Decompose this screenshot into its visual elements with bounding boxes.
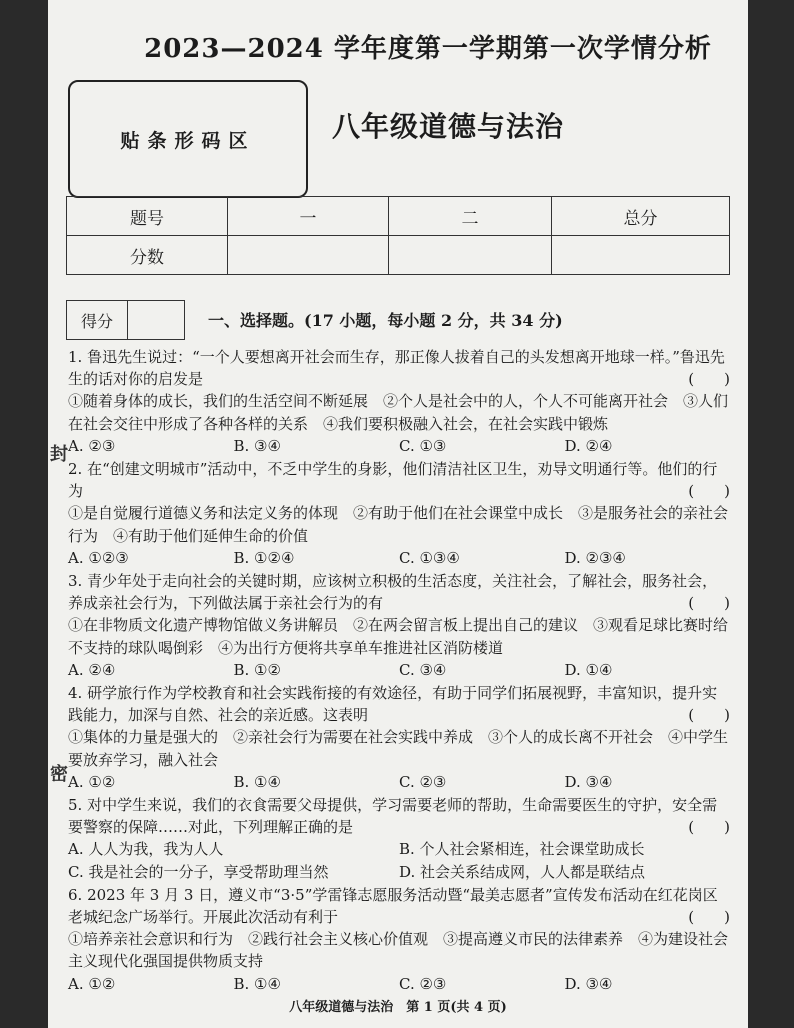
- option-row: [68, 547, 730, 569]
- option-b[interactable]: B. 个人社会紧相连，社会课堂助成长: [399, 840, 645, 859]
- section-heading: 一、选择题。(17 小题，每小题 2 分，共 34 分): [208, 311, 563, 330]
- option-row: [68, 659, 730, 681]
- score-label-cell: 分数: [67, 236, 228, 275]
- question-item: [68, 884, 730, 995]
- header-cell: 二: [389, 197, 552, 236]
- score-input-cell[interactable]: [552, 236, 730, 275]
- option-b[interactable]: B. ③④: [233, 436, 281, 455]
- answer-paren[interactable]: ( ): [688, 818, 730, 837]
- header-cell: 一: [228, 197, 389, 236]
- option-d[interactable]: D. 社会关系结成网，人人都是联结点: [399, 862, 646, 881]
- option-a[interactable]: A. ①②③: [68, 548, 129, 567]
- option-b[interactable]: B. ①④: [233, 974, 281, 993]
- answer-paren[interactable]: ( ): [688, 370, 730, 389]
- margin-mark-seal: 封: [50, 444, 68, 465]
- question-stem: 1. 鲁迅先生说过：“一个人要想离开社会而生存，那正像人拔着自己的头发想离开地球一样。”鲁迅先生的话对你的启发是 ( ): [68, 346, 730, 390]
- section-score-box: [66, 300, 185, 340]
- header-cell: 题号: [67, 197, 228, 236]
- option-c[interactable]: C. ②③: [399, 772, 447, 791]
- question-statements: ①培养亲社会意识和行为 ②践行社会主义核心价值观 ③提高遵义市民的法律素养 ④为建设社会主义现代化强国提供物质支持: [68, 930, 729, 971]
- question-stem: 5. 对中学生来说，我们的衣食需要父母提供，学习需要老师的帮助，生命需要医生的守护，安全需要警察的保障……对此，下列理解正确的是 ( ): [68, 794, 730, 838]
- option-d[interactable]: D. ③④: [564, 974, 613, 993]
- option-b[interactable]: B. ①②: [233, 660, 281, 679]
- answer-paren[interactable]: ( ): [688, 706, 730, 725]
- option-c[interactable]: C. 我是社会的一分子，享受帮助理当然: [68, 862, 329, 881]
- question-list: [68, 346, 730, 996]
- option-d[interactable]: D. ②④: [564, 436, 613, 455]
- option-b[interactable]: B. ①④: [233, 772, 281, 791]
- option-c[interactable]: C. ①③④: [399, 548, 460, 567]
- exam-title: 2023—2024 学年度第一学期第一次学情分析: [144, 34, 712, 64]
- score-input-cell[interactable]: [228, 236, 389, 275]
- option-a[interactable]: A. 人人为我，我为人人: [68, 840, 224, 859]
- header-cell: 总分: [552, 197, 730, 236]
- question-stem: 2. 在“创建文明城市”活动中，不乏中学生的身影，他们清洁社区卫生，劝导文明通行等。他们的行为 ( ): [68, 458, 730, 502]
- option-b[interactable]: B. ①②④: [233, 548, 295, 567]
- answer-paren[interactable]: ( ): [688, 594, 730, 613]
- option-c[interactable]: C. ②③: [399, 974, 447, 993]
- question-stem: 6. 2023 年 3 月 3 日，遵义市“3·5”学雷锋志愿服务活动暨“最美志愿者”宣传发布活动在红花岗区老城纪念广场举行。开展此次活动有利于 ( ): [68, 884, 730, 928]
- score-input-cell[interactable]: [389, 236, 552, 275]
- subject-title: 八年级道德与法治: [332, 110, 565, 143]
- option-row: [68, 435, 730, 457]
- margin-mark-secret: 密: [50, 764, 68, 785]
- answer-paren[interactable]: ( ): [688, 482, 730, 501]
- page-footer: 八年级道德与法治 第 1 页(共 4 页): [289, 1000, 507, 1015]
- option-c[interactable]: C. ③④: [399, 660, 447, 679]
- option-c[interactable]: C. ①③: [399, 436, 447, 455]
- exam-page: [48, 0, 748, 1028]
- score-box-value[interactable]: [128, 301, 184, 339]
- option-row: [68, 973, 730, 995]
- option-d[interactable]: D. ②③④: [564, 548, 626, 567]
- question-stem: 4. 研学旅行作为学校教育和社会实践衔接的有效途径，有助于同学们拓展视野，丰富知识，提升实践能力，加深与自然、社会的亲近感。这表明 ( ): [68, 682, 730, 726]
- answer-paren[interactable]: ( ): [688, 908, 730, 927]
- option-a[interactable]: A. ②③: [68, 436, 116, 455]
- option-d[interactable]: D. ③④: [564, 772, 613, 791]
- score-table-row: [67, 236, 730, 275]
- question-item: [68, 346, 730, 457]
- option-d[interactable]: D. ①④: [564, 660, 613, 679]
- option-a[interactable]: A. ②④: [68, 660, 116, 679]
- question-item: [68, 682, 730, 793]
- score-box-label: 得分: [67, 301, 128, 339]
- option-row: [68, 861, 730, 883]
- score-table-row: [67, 197, 730, 236]
- question-statements: ①随着身体的成长，我们的生活空间不断延展 ②个人是社会中的人，个人不可能离开社会 ③人们在社会交往中形成了各种各样的关系 ④我们要积极融入社会，在社会实践中锻炼: [68, 392, 729, 433]
- option-a[interactable]: A. ①②: [68, 772, 116, 791]
- option-row: [68, 771, 730, 793]
- question-statements: ①在非物质文化遗产博物馆做义务讲解员 ②在两会留言板上提出自己的建议 ③观看足球比赛时给不支持的球队喝倒彩 ④为出行方便将共享单车推进社区消防楼道: [68, 616, 729, 657]
- option-row: [68, 838, 730, 860]
- question-item: [68, 570, 730, 681]
- option-a[interactable]: A. ①②: [68, 974, 116, 993]
- question-statements: ①集体的力量是强大的 ②亲社会行为需要在社会实践中养成 ③个人的成长离不开社会 ④中学生要放弃学习，融入社会: [68, 728, 729, 769]
- question-stem: 3. 青少年处于走向社会的关键时期，应该树立积极的生活态度，关注社会，了解社会，服务社会，养成亲社会行为，下列做法属于亲社会行为的有 ( ): [68, 570, 730, 614]
- question-statements: ①是自觉履行道德义务和法定义务的体现 ②有助于他们在社会课堂中成长 ③是服务社会的亲社会行为 ④有助于他们延伸生命的价值: [68, 504, 729, 545]
- barcode-area: 贴条形码区: [68, 80, 308, 198]
- score-table: [66, 196, 730, 275]
- question-item: [68, 794, 730, 883]
- question-item: [68, 458, 730, 569]
